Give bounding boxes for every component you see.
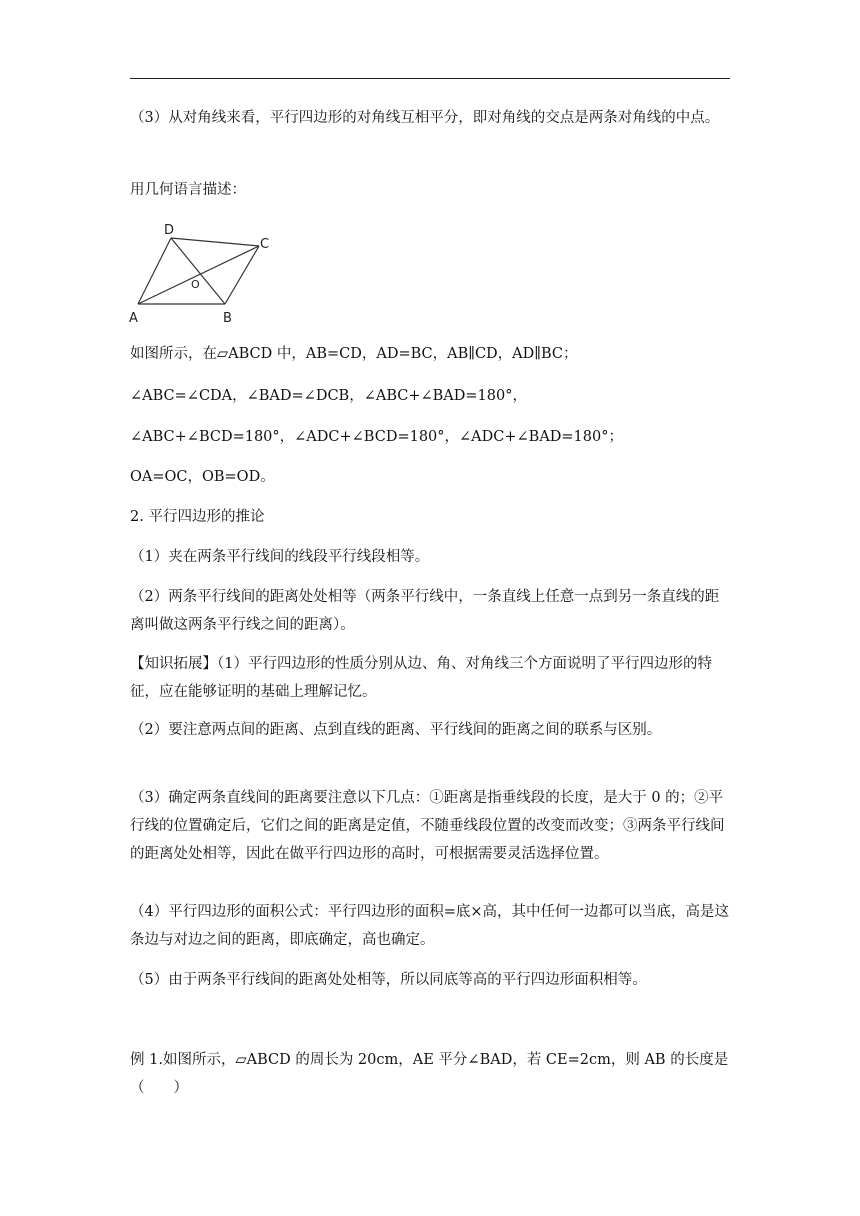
- header-rule: [130, 78, 730, 79]
- diagonal-ac: [138, 246, 259, 304]
- paragraph-diagonal-property: （3）从对角线来看，平行四边形的对角线互相平分，即对角线的交点是两条对角线的中点。: [130, 110, 720, 126]
- paragraph-knowledge-extension-1: 【知识拓展】（1）平行四边形的性质分别从边、角、对角线三个方面说明了平行四边形的特征，应在能够证明的基础上理解记忆。: [130, 656, 712, 700]
- paragraph-diagonal-equal: OA=OC，OB=OD。: [130, 469, 275, 485]
- vertex-label-b: B: [223, 311, 232, 326]
- paragraph-corollary-2: （2）两条平行线间的距离处处相等（两条平行线中，一条直线上任意一点到另一条直线的距离叫做这两条平行线之间的距离）。: [130, 589, 720, 633]
- parallelogram-diagram: [128, 218, 278, 330]
- paragraph-figure-description: 如图所示，在▱ABCD 中，AB=CD，AD=BC，AB∥CD，AD∥BC；: [130, 346, 578, 362]
- side-cd: [171, 238, 259, 246]
- diagonal-bd: [171, 238, 225, 304]
- paragraph-angles-2: ∠ABC+∠BCD=180°，∠ADC+∠BCD=180°，∠ADC+∠BAD=180°；: [130, 429, 623, 445]
- paragraph-geometry-language: 用几何语言描述：: [130, 182, 246, 198]
- vertex-label-a: A: [129, 311, 138, 326]
- paragraph-knowledge-extension-4: （4）平行四边形的面积公式：平行四边形的面积=底×高，其中任何一边都可以当底，高是这条边与对边之间的距离，即底确定，高也确定。: [130, 904, 730, 948]
- vertex-label-c: C: [260, 237, 270, 252]
- paragraph-angles-1: ∠ABC=∠CDA，∠BAD=∠DCB，∠ABC+∠BAD=180°，: [130, 388, 527, 404]
- center-label-o: O: [191, 278, 200, 291]
- paragraph-knowledge-extension-5: （5）由于两条平行线间的距离处处相等，所以同底等高的平行四边形面积相等。: [130, 972, 647, 988]
- parallelogram-figure: [128, 218, 278, 330]
- section-heading-corollary: 2. 平行四边形的推论: [130, 509, 265, 525]
- paragraph-knowledge-extension-3: （3）确定两条直线间的距离要注意以下几点：①距离是指垂线段的长度，是大于 0 的；②平行线的位置确定后，它们之间的距离是定值，不随垂线段位置的改变而改变；③两条平行线间的距离处处相等，因此在做平行四边形的高时，可根据需要灵活选择位置。: [130, 790, 725, 862]
- side-da: [138, 238, 171, 304]
- example-1-question: 例 1.如图所示，▱ABCD 的周长为 20cm，AE 平分∠BAD，若 CE=2cm，则 AB 的长度是（ ）: [130, 1052, 729, 1096]
- paragraph-knowledge-extension-2: （2）要注意两点间的距离、点到直线的距离、平行线间的距离之间的联系与区别。: [130, 722, 662, 738]
- paragraph-corollary-1: （1）夹在两条平行线间的线段平行线段相等。: [130, 549, 430, 565]
- vertex-label-d: D: [164, 223, 175, 238]
